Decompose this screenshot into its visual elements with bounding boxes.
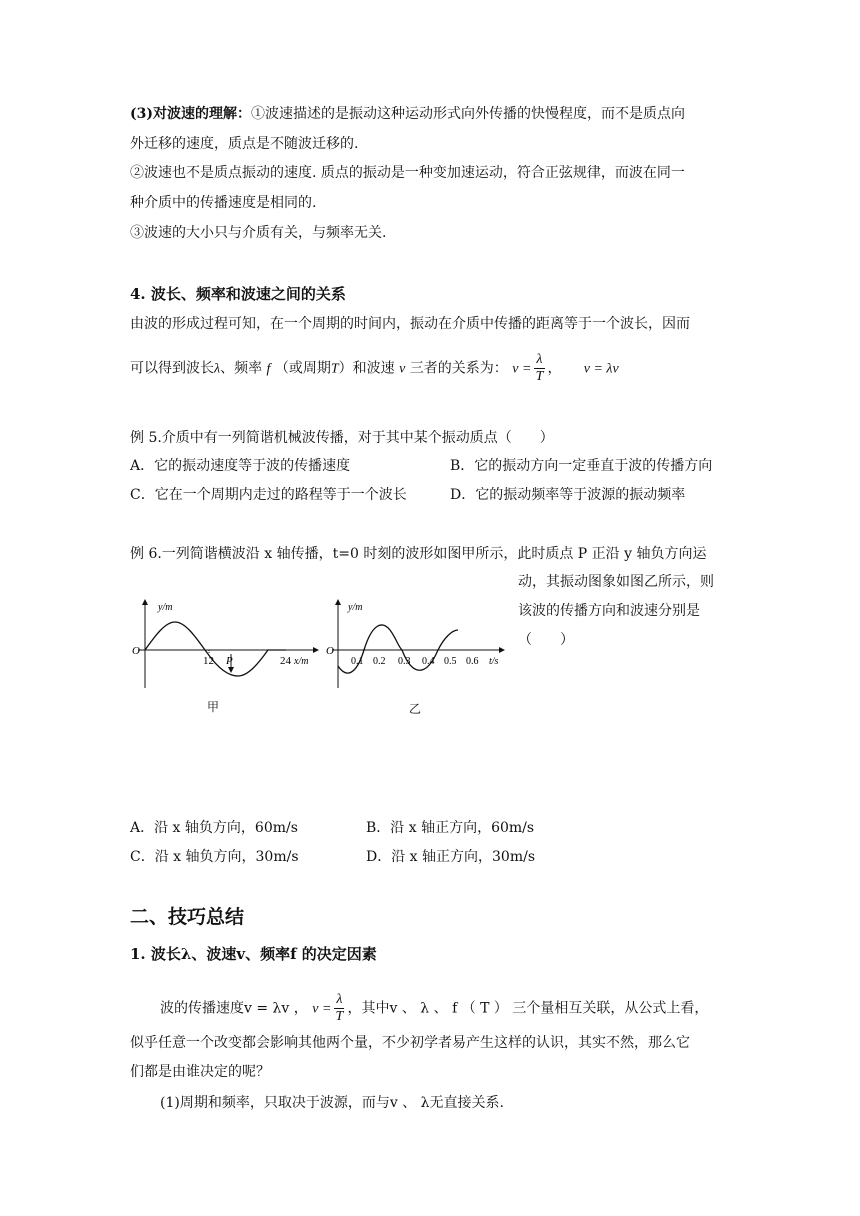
part-2-para-b: ，其中v 、 λ 、 f （ T ） 三个量相互关联，从公式上看， <box>347 1000 709 1017</box>
example-5-option-c[interactable]: C．它在一个周期内走过的路程等于一个波长 <box>130 487 407 503</box>
jia-tick-12: 12 <box>203 655 214 667</box>
part-2-title: 二、技巧总结 <box>130 906 245 928</box>
part-2-para-line-2: 似乎任意一个改变都会影响其他两个量，不少初学者易产生这样的认识，其实不然，那么它 <box>130 1035 690 1051</box>
part-2-fraction-denominator: T <box>335 1009 344 1024</box>
understanding-heading: (3)对波速的理解： <box>130 106 251 122</box>
understanding-line-1 <box>130 104 685 124</box>
understanding-point-2a: ②波速也不是质点振动的速度. 质点的振动是一种变加速运动，符合正弦规律，而波在同一 <box>130 165 685 181</box>
figure-yi-vibration <box>326 596 508 696</box>
yi-tick-0-4: 0.4 <box>422 656 435 667</box>
section-4-title: 4. 波长、频率和波速之间的关系 <box>130 285 346 303</box>
formula-2: v = λv <box>583 361 619 377</box>
part-2-para-a: 波的传播速度v = λv ， <box>160 1000 308 1017</box>
fraction-denominator: T <box>535 369 544 384</box>
jia-tick-24: 24 <box>280 655 291 667</box>
figure-jia-wave <box>128 596 323 696</box>
jia-point-p: P <box>226 655 233 667</box>
part-2-formula-lhs: v = <box>312 1001 332 1017</box>
symbol-f: f <box>266 361 271 377</box>
example-6-option-a[interactable]: A．沿 x 轴负方向，60m/s <box>130 820 298 836</box>
part-2-para-line-3: 们都是由谁决定的呢？ <box>130 1064 270 1080</box>
yi-tick-0-6: 0.6 <box>466 656 479 667</box>
figure-yi-caption: 乙 <box>409 702 422 716</box>
example-6-stem-cont-3: （ ） <box>518 632 574 648</box>
jia-x-label: x/m <box>294 656 309 667</box>
jia-y-label: y/m <box>158 602 173 613</box>
part-2-para-line-1 <box>160 992 708 1025</box>
example-6-option-c[interactable]: C．沿 x 轴负方向，30m/s <box>130 849 299 865</box>
yi-y-label: y/m <box>348 602 363 613</box>
example-6-option-d[interactable]: D．沿 x 轴正方向，30m/s <box>366 849 536 865</box>
jia-origin: O <box>132 645 140 657</box>
jia-wave-curve <box>145 622 286 676</box>
yi-tick-0-3: 0.3 <box>398 656 411 667</box>
part-2-fraction-numerator: λ <box>336 992 343 1007</box>
yi-tick-0-1: 0.1 <box>351 656 364 667</box>
formula-fraction <box>534 352 544 385</box>
understanding-point-1b: 外迁移的速度，质点是不随波迁移的. <box>130 136 359 152</box>
part-2-item-1: (1)周期和频率，只取决于波源，而与v 、 λ无直接关系. <box>160 1095 504 1111</box>
fraction-numerator: λ <box>536 352 543 367</box>
understanding-point-2b: 种介质中的传播速度是相同的. <box>130 195 317 211</box>
example-6-stem-cont-1: 动，其振动图象如图乙所示，则 <box>518 574 714 590</box>
understanding-point-3: ③波速的大小只与介质有关，与频率无关. <box>130 225 387 241</box>
symbol-v: v <box>399 361 406 377</box>
yi-tick-0-2: 0.2 <box>373 656 386 667</box>
example-6-stem-cont-2: 该波的传播方向和波速分别是 <box>518 603 700 619</box>
example-6-option-b[interactable]: B．沿 x 轴正方向，60m/s <box>366 820 535 836</box>
yi-tick-0-5: 0.5 <box>444 656 457 667</box>
section-4-line-2-mid3: ）和波速 <box>338 360 395 377</box>
section-4-line-1: 由波的形成过程可知，在一个周期的时间内，振动在介质中传播的距离等于一个波长，因而 <box>130 316 690 332</box>
section-4-line-2-post: 三者的关系为： <box>409 360 508 377</box>
yi-x-label: t/s <box>489 656 499 667</box>
symbol-T: T <box>330 361 339 377</box>
yi-origin: O <box>326 645 334 657</box>
example-5-stem: 例 5.介质中有一列简谐机械波传播，对于其中某个振动质点（ ） <box>130 430 554 446</box>
symbol-lambda: λ <box>214 361 221 377</box>
understanding-point-1a: ①波速描述的是振动这种运动形式向外传播的快慢程度，而不是质点向 <box>251 106 685 122</box>
section-4-line-2-pre: 可以得到波长 <box>130 360 214 377</box>
section-4-line-2-mid1: 、频率 <box>220 360 263 377</box>
section-4-line-2-mid2: （或周期 <box>274 360 331 377</box>
formula-1-lhs: v = <box>512 361 532 377</box>
example-5-option-d[interactable]: D．它的振动频率等于波源的振动频率 <box>450 487 686 503</box>
part-2-sub-1: 1. 波长λ、波速v、频率f 的决定因素 <box>130 945 377 963</box>
example-5-option-b[interactable]: B．它的振动方向一定垂直于波的传播方向 <box>450 458 713 474</box>
figure-jia-caption: 甲 <box>207 700 220 714</box>
part-2-fraction <box>334 992 344 1025</box>
example-5-option-a[interactable]: A．它的振动速度等于波的传播速度 <box>130 458 351 474</box>
example-6-stem: 例 6.一列简谐横波沿 x 轴传播，t=0 时刻的波形如图甲所示，此时质点 P 正沿 y 轴负方向运 <box>130 546 707 562</box>
section-4-line-2: 可以得到波长λ、频率 f （或周期T）和波速 v 三者的关系为： v = $\frac{\lambda}{T}$ ， v = λv <box>130 352 619 384</box>
